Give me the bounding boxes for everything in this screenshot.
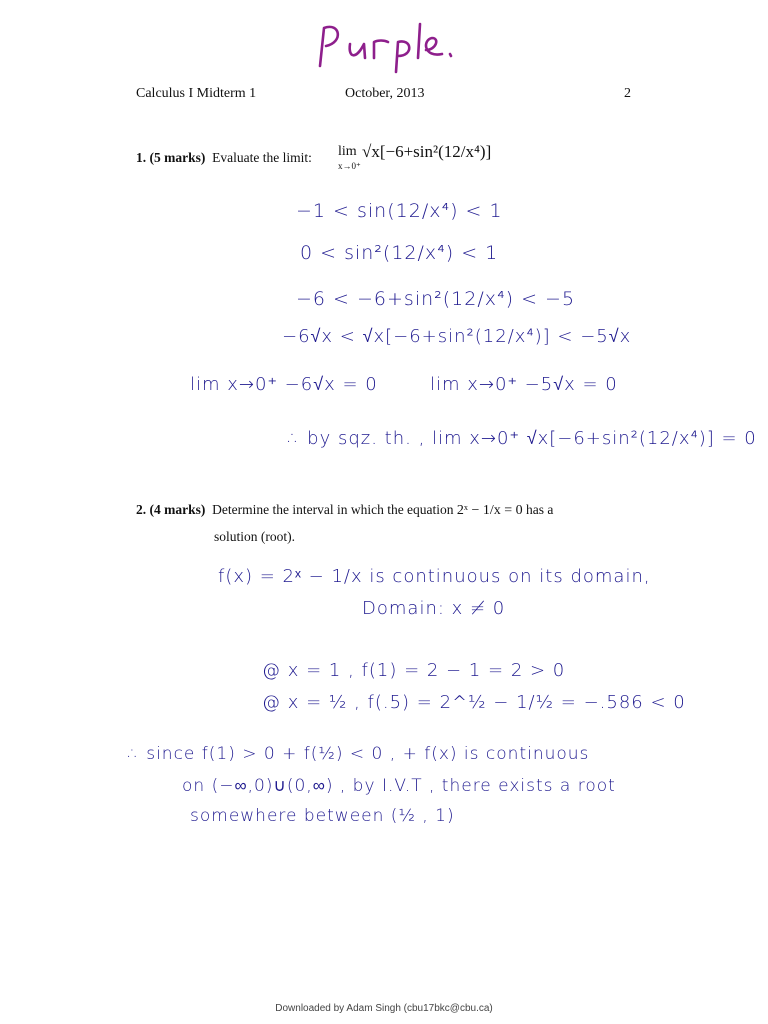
course-title: Calculus I Midterm 1 [136,86,257,101]
question-2-heading [136,502,553,519]
question-2-equation: 2ˣ − 1/x = 0 [456,503,523,518]
q1-work-line-5: lim x→0⁺ −6√x = 0 [190,374,378,395]
question-1-limit-word: lim [338,144,357,159]
q2-work-line-1: f(x) = 2ˣ − 1/x is continuous on its domain, [218,566,651,587]
question-1-limit-subscript: x→0⁺ [338,161,361,171]
question-1-number: 1. [136,150,147,165]
q2-work-line-7: somewhere between (½ , 1) [190,806,455,826]
q1-work-line-1: −1 < sin(12/x⁴) < 1 [296,200,503,222]
question-1-prompt: Evaluate the limit: [212,150,312,165]
exam-date: October, 2013 [345,86,425,101]
question-1-expression: √x[−6+sin²(12/x⁴)] [362,142,492,161]
question-1-marks: (5 marks) [149,150,206,165]
question-2-prompt-end: has a [526,502,554,517]
question-2-prompt-line-2: solution (root). [214,529,295,544]
q1-work-line-4: −6√x < √x[−6+sin²(12/x⁴)] < −5√x [282,326,632,347]
q2-work-line-5: ∴ since f(1) > 0 + f(½) < 0 , + f(x) is continuous [128,744,590,764]
question-1-heading [136,150,312,166]
download-footer: Downloaded by Adam Singh (cbu17bkc@cbu.ca) [275,1003,493,1014]
q2-work-line-6: on (−∞,0)∪(0,∞) , by I.V.T , there exists a root [182,776,616,796]
q1-work-line-6: lim x→0⁺ −5√x = 0 [430,374,618,395]
q1-work-line-3: −6 < −6+sin²(12/x⁴) < −5 [296,288,576,310]
question-2-prompt: Determine the interval in which the equation [212,502,454,517]
q2-work-line-2: Domain: x ≠ 0 [362,598,506,619]
q1-work-line-7: ∴ by sqz. th. , lim x→0⁺ √x[−6+sin²(12/x⁴)] = 0 [288,428,757,449]
q2-work-line-3: @ x = 1 , f(1) = 2 − 1 = 2 > 0 [262,660,566,681]
q1-work-line-2: 0 < sin²(12/x⁴) < 1 [300,242,499,264]
q2-work-line-4: @ x = ½ , f(.5) = 2^½ − 1/½ = −.586 < 0 [262,692,686,713]
page-number: 2 [624,86,631,101]
question-2-marks: (4 marks) [149,502,206,517]
question-2-number: 2. [136,502,147,517]
purple-handwritten-label [310,14,460,74]
